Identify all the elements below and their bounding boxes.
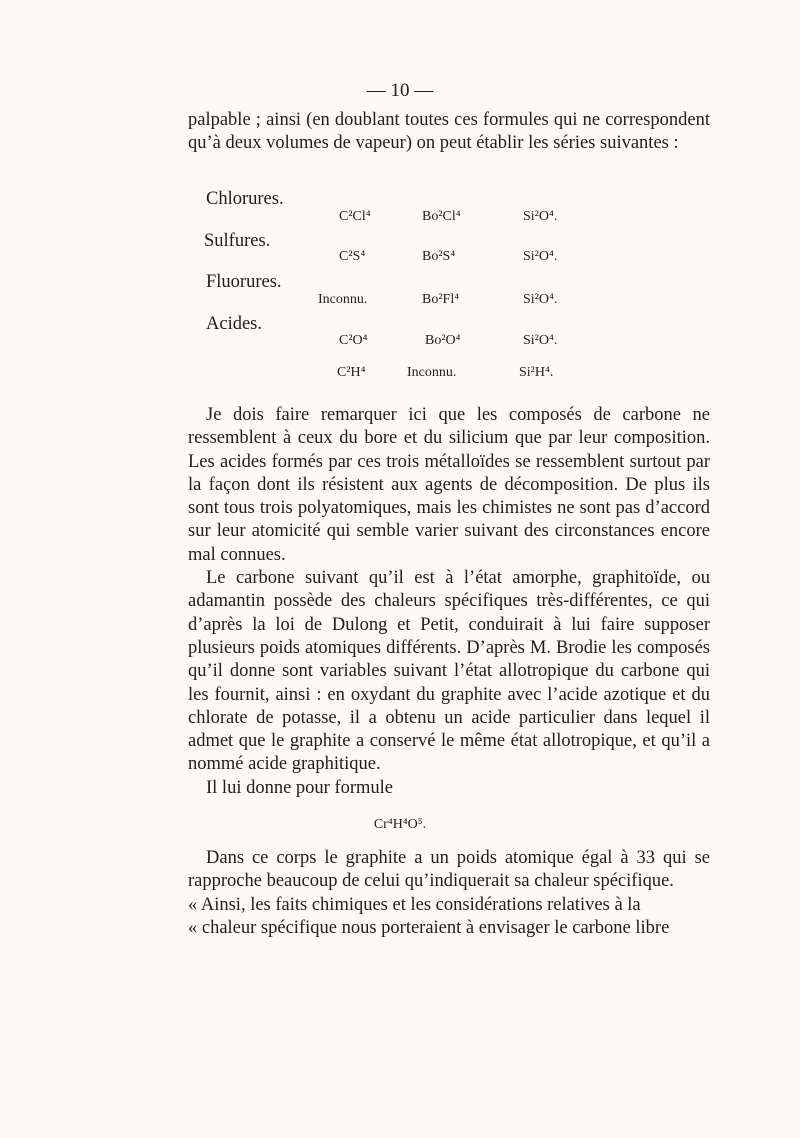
closing-paragraph: Dans ce corps le graphite a un poids atomique égal à 33 qui se rapproche beaucoup de celui qu’indiquerait sa chaleur spécifique. (188, 848, 710, 892)
quote-line-2: « chaleur spécifique nous porteraient à envisager le carbone libre (188, 917, 670, 938)
formula-c2h4: C²H⁴ (337, 365, 366, 380)
graphitic-acid-formula: Cr⁴H⁴O⁵. (373, 817, 427, 832)
formula-si2o4-2: Si²O⁴. (523, 249, 558, 264)
formula-si2o4-4: Si²O⁴. (523, 333, 558, 348)
paragraph-1: Je dois faire remarquer ici que les composés de carbone ne ressemblent à ceux du bore et du silicium que par leur composition. Les acides formés par ces trois métalloïdes se ressemblent surtout par la façon dont ils résistent aux agents de décomposition. De plus ils sont tous trois polyatomiques, mais les chimistes ne sont pas d’accord sur leur atomicité qui semble varier suivant des circonstances encore mal connues. (188, 405, 710, 565)
page-number: — 10 — (366, 80, 434, 101)
label-fluorures: Fluorures. (206, 272, 282, 292)
formula-inconnu-2: Inconnu. (407, 365, 457, 380)
formula-si2o4-3: Si²O⁴. (523, 292, 558, 307)
formula-bo2s4: Bo²S⁴ (422, 249, 456, 264)
formula-inconnu-1: Inconnu. (318, 292, 368, 307)
closing-text (188, 847, 710, 940)
formula-si2o4-1: Si²O⁴. (523, 209, 558, 224)
formula-si2h4: Si²H⁴. (519, 365, 554, 380)
formula-bo2fl4: Bo²Fl⁴ (422, 292, 460, 307)
formula-c2cl4: C²Cl⁴ (339, 209, 371, 224)
quote-line-1: « Ainsi, les faits chimiques et les considérations relatives à la (188, 894, 641, 915)
paragraph-2: Le carbone suivant qu’il est à l’état amorphe, graphitoïde, ou adamantin possède des chaleurs spécifiques très-différentes, ce qui d’après la loi de Dulong et Petit, conduirait à lui faire supposer plusieurs poids atomiques différents. D’après M. Brodie les composés qu’il donne sont variables suivant l’état allotropique du carbone qui les fournit, ainsi : en oxydant du graphite avec l’acide azotique et du chlorate de potasse, il a obtenu un acide particulier dans lequel il admet que le graphite a conservé le même état allotropique, et qu’il a nommé acide graphitique. (188, 568, 710, 775)
formula-c2s4: C²S⁴ (339, 249, 366, 264)
label-sulfures: Sulfures. (204, 231, 271, 251)
intro-text: palpable ; ainsi (en doublant toutes ces formules qui ne correspondent qu’à deux volumes de vapeur) on peut établir les séries suivantes : (188, 110, 710, 154)
formula-c2o4: C²O⁴ (339, 333, 368, 348)
paragraph-3: Il lui donne pour formule (206, 777, 394, 798)
formula-bo2cl4: Bo²Cl⁴ (422, 209, 461, 224)
formula-bo2o4: Bo²O⁴ (425, 333, 461, 348)
body-paragraphs (188, 404, 710, 800)
label-acides: Acides. (206, 314, 262, 334)
label-chlorures: Chlorures. (206, 189, 284, 209)
